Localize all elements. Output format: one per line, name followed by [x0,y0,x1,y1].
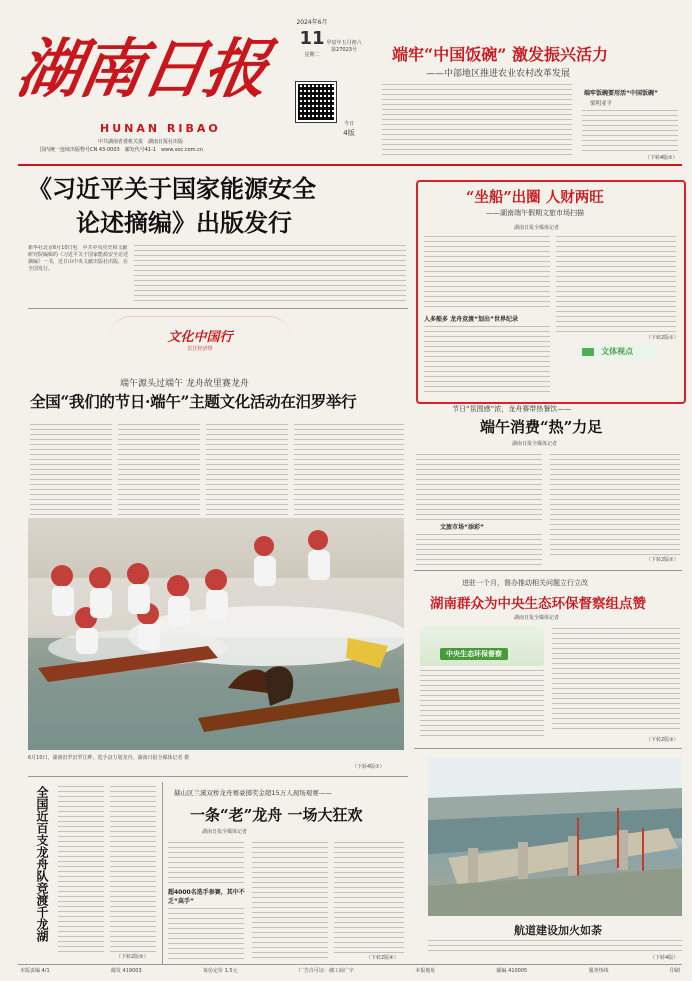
consumption-headline[interactable]: 端午消费“热”力足 [480,418,603,436]
column-banner-sub: 长江经济带 [187,346,213,352]
masthead [0,0,692,165]
feature-subhead: ——湖南端午假期文旅市场扫描 [486,209,584,217]
dragon-body-col4 [294,424,404,516]
eco-badge-text: 中央生态环保督察 [440,648,508,660]
left-vertical-divider [162,782,163,964]
boat-race-jump[interactable]: （下转2版④） [366,955,399,961]
boat-race-body-col1 [168,842,244,886]
pages-today: 今日 [343,121,354,127]
feature-section-head: 人多船多 龙舟竞渡“划出”世界纪录 [424,316,518,323]
footer [20,967,680,977]
lead-intro: 新华社北京6月10日电 中共中央党史和文献研究院编辑的《习近平关于国家能源安全论述摘编》一书，近日由中央文献出版社出版，在全国发行。 [28,245,128,272]
dragon-photo-caption: 6月10日，湖南汨罗汨罗江畔，选手奋力划龙舟。湖南日报全媒体记者 摄 [28,755,190,761]
issue-number: 第27023号 [331,47,357,53]
dragon-rule [28,776,408,777]
consumption-byline: 湖南日报全媒体记者 [512,441,558,447]
dragon-boat-illustration [28,518,404,750]
lead-body [134,245,406,305]
hydro-caption: 航道建设加火如荼 [514,924,602,937]
masthead-pages [336,120,362,138]
lead-headline[interactable] [28,172,408,240]
left-vertical-jump[interactable]: （下转2版⑤） [116,954,149,960]
masthead-logo-en: HUNAN RIBAO [100,122,221,135]
top-sidebar-body [582,110,678,154]
dragon-body-col2 [118,424,200,516]
qr-code[interactable] [296,82,336,122]
dragon-headline[interactable]: 全国“我们的节日·端午”主题文化活动在汨罗举行 [30,392,357,411]
eco-body-col1 [420,670,544,736]
boat-race-body-col1b [168,908,244,960]
consumption-section-head: 文旅市场“添彩” [440,524,484,531]
feature-body-col1 [424,236,550,310]
eco-badge [420,626,544,666]
consumption-body-col1b [416,534,542,566]
feature-jump[interactable]: （下转2版①） [646,335,679,341]
footer-rule [18,964,682,965]
dragon-body-col1 [30,424,112,516]
consumption-kicker: 节日“氛围感”浓，龙舟赛带热餐饮—— [452,405,572,413]
book-icon [582,348,594,356]
top-sidebar-jump[interactable]: （下转4版②） [645,155,678,161]
feature-column-label-text: 文体视点 [601,347,634,356]
consumption-rule [414,570,682,571]
boat-race-section-head: 超4000名选手参赛，其中不乏“高手” [168,889,245,905]
footer-item: 每份定价 1.5元 [202,968,238,974]
column-banner-title: 文化中国行 [167,330,233,345]
dragon-photo-credit[interactable]: （下转4版①） [352,764,385,770]
footer-item: 广告许可证：湘工商广字 [298,968,354,974]
top-sidebar-title[interactable]: 端牢饭碗要用活“中国饭碗” [584,90,658,97]
hydro-caption-body [428,940,682,954]
hydro-photo[interactable] [428,758,682,916]
masthead-publisher: 中共湖南省委机关报 湖南日报社出版 [98,139,184,145]
top-subhead: ——中部地区推进农业农村改革发展 [426,69,571,79]
footer-item: 邮编 410005 [496,968,528,974]
masthead-rule [18,164,682,166]
boat-race-byline: 湖南日报全媒体记者 [202,829,248,835]
hydro-jump[interactable]: （下转4版） [650,955,679,961]
left-vertical-body-1 [58,786,104,952]
dragon-boat-photo[interactable] [28,518,404,750]
footer-item: 服务热线 [588,968,609,974]
banner-cloud [110,316,290,357]
eco-byline: 湖南日报全媒体记者 [514,615,560,621]
eco-kicker: 进驻一个月，督办推动相关问题立行立改 [462,579,588,587]
date-day: 11 [299,28,325,49]
footer-item: 本版责编 4/1 [20,968,50,974]
eco-headline[interactable]: 湖南群众为中央生态环保督察组点赞 [430,596,646,612]
footer-item: 印刷 [669,968,680,974]
dragon-body-col3 [206,424,288,516]
masthead-codes: 国内统一连续出版物号CN 43-0003 邮发代号41-1 www.voc.com.cn [40,147,204,153]
top-sidebar-sub: 梁明亚平 [590,101,613,107]
feature-headline[interactable]: “坐船”出圈 人财两旺 [466,189,604,206]
feature-body-col1b [424,326,550,392]
issue-lunar: 甲辰年五月初六 [326,40,362,46]
consumption-jump[interactable]: （下转2版②） [646,557,679,563]
lead-headline-line2: 论述摘编》出版发行 [76,208,292,237]
eco-rule [414,748,682,749]
eco-body-col2 [552,628,680,732]
left-vertical-body-2 [110,786,156,952]
feature-body-col2 [556,236,676,332]
dragon-kicker: 端午源头过端午 龙舟故里赛龙舟 [120,379,249,389]
date-weekday: 星期二 [304,52,320,58]
feature-column-label [578,344,656,360]
footer-item: 本报地址 [415,968,436,974]
masthead-issue [324,40,364,54]
date-year-month: 2024年6月 [296,19,328,26]
top-headline[interactable]: 端牢“中国饭碗” 激发振兴活力 [392,45,608,64]
boat-race-headline[interactable]: 一条“老”龙舟 一场大狂欢 [190,806,363,824]
hydro-illustration [428,758,682,916]
lead-headline-line1: 《习近平关于国家能源安全 [28,174,316,203]
feature-byline: 湖南日报全媒体记者 [514,225,560,231]
boat-race-kicker: 赫山区兰溪双桥龙舟赛豪掷奖金超15万人现场观赛—— [174,789,332,797]
boat-race-body-col2 [252,842,328,960]
left-vertical-title[interactable]: 全国近百支龙舟队竞渡千龙湖 [35,786,49,942]
consumption-body-col2 [550,454,680,556]
lead-rule [28,308,408,309]
footer-item: 邮发 419003 [110,968,142,974]
boat-race-body-col3 [334,842,404,954]
pages-count: 4版 [343,129,355,137]
consumption-body-col1 [416,454,542,520]
eco-jump[interactable]: （下转2版③） [646,737,679,743]
top-story-body [382,84,572,156]
masthead-logo: 湖南日报 [11,32,273,107]
